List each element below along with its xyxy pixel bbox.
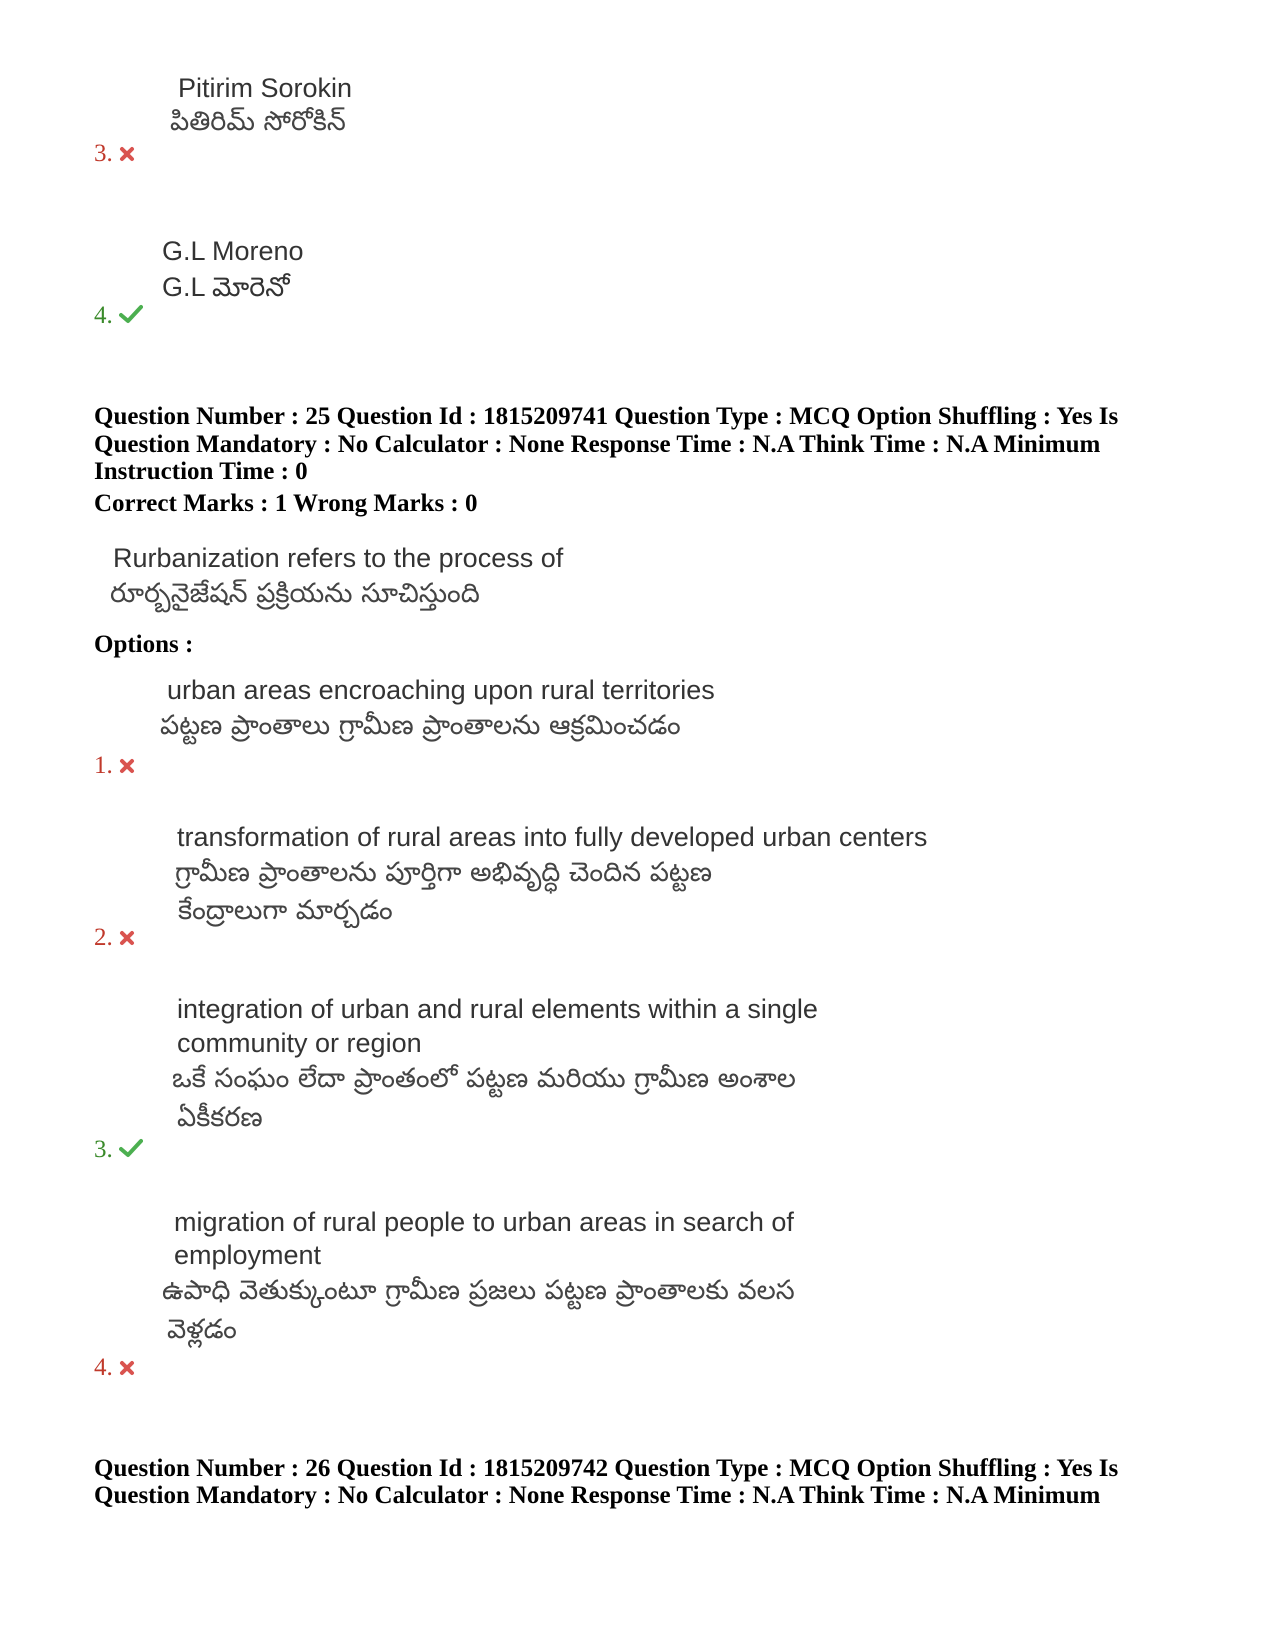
- option-number: 3.: [94, 140, 113, 167]
- q25-option-3-marker: [94, 1136, 143, 1165]
- question-25-meta-line-2: Question Mandatory : No Calculator : None Response Time : N.A Think Time : N.A Minimum: [94, 431, 1101, 458]
- option-3-telugu: పితిరిమ్ సోరోకిన్: [170, 106, 346, 137]
- option-number: 1.: [94, 752, 113, 779]
- q25-option-4-english-line-2: employment: [174, 1240, 322, 1270]
- check-icon: [119, 303, 143, 331]
- cross-icon: [119, 1355, 135, 1383]
- option-number: 4.: [94, 1354, 113, 1381]
- question-25-stem-telugu: రూర్బనైజేషన్ ప్రక్రియను సూచిస్తుంది: [110, 578, 480, 609]
- option-number: 3.: [94, 1136, 113, 1163]
- cross-icon: [119, 753, 135, 781]
- q25-option-1-english: urban areas encroaching upon rural territories: [167, 675, 715, 705]
- q25-option-3-telugu-line-1: ఒకే సంఘం లేదా ప్రాంతంలో పట్టణ మరియు గ్రామీణ అంశాల: [172, 1063, 796, 1094]
- q25-option-2-telugu-line-2: కేంద్రాలుగా మార్చడం: [178, 895, 393, 926]
- q25-option-4-marker: [94, 1354, 135, 1383]
- options-label: Options :: [94, 631, 194, 658]
- q25-option-3-english-line-2: community or region: [177, 1028, 422, 1058]
- question-26-meta-line-1: Question Number : 26 Question Id : 1815209742 Question Type : MCQ Option Shuffling : Yes Is: [94, 1455, 1119, 1482]
- q25-option-1-marker: [94, 752, 135, 781]
- option-number: 2.: [94, 924, 113, 951]
- q25-option-3-english-line-1: integration of urban and rural elements within a single: [177, 994, 818, 1024]
- q25-option-4-telugu-line-1: ఉపాధి వెతుక్కుంటూ గ్రామీణ ప్రజలు పట్టణ ప్రాంతాలకు వలస: [162, 1275, 795, 1306]
- q25-option-2-marker: [94, 924, 135, 953]
- question-25-meta-line-1: Question Number : 25 Question Id : 1815209741 Question Type : MCQ Option Shuffling : Yes Is: [94, 403, 1119, 430]
- q25-option-2-telugu-line-1: గ్రామీణ ప్రాంతాలను పూర్తిగా అభివృద్ధి చెందిన పట్టణ: [175, 857, 713, 888]
- option-4-marker: [94, 302, 143, 331]
- q25-option-2-english: transformation of rural areas into fully developed urban centers: [177, 822, 928, 852]
- option-3-marker: [94, 140, 135, 169]
- q25-option-1-telugu: పట్టణ ప్రాంతాలు గ్రామీణ ప్రాంతాలను ఆక్రమించడం: [160, 710, 681, 741]
- q25-option-4-telugu-line-2: వెళ్లడం: [167, 1314, 237, 1345]
- check-icon: [119, 1137, 143, 1165]
- question-25-meta-line-3: Instruction Time : 0: [94, 458, 308, 485]
- option-4-telugu: G.L మోరెనో: [162, 272, 290, 302]
- question-25-stem-english: Rurbanization refers to the process of: [113, 543, 564, 573]
- q25-option-3-telugu-line-2: ఏకీకరణ: [177, 1102, 263, 1133]
- question-25-marks: Correct Marks : 1 Wrong Marks : 0: [94, 490, 478, 517]
- option-4-english: G.L Moreno: [162, 236, 304, 266]
- cross-icon: [119, 141, 135, 169]
- option-3-english: Pitirim Sorokin: [178, 73, 353, 103]
- cross-icon: [119, 925, 135, 953]
- q25-option-4-english-line-1: migration of rural people to urban areas in search of: [174, 1207, 794, 1237]
- option-number: 4.: [94, 302, 113, 329]
- question-26-meta-line-2: Question Mandatory : No Calculator : None Response Time : N.A Think Time : N.A Minimum: [94, 1482, 1101, 1509]
